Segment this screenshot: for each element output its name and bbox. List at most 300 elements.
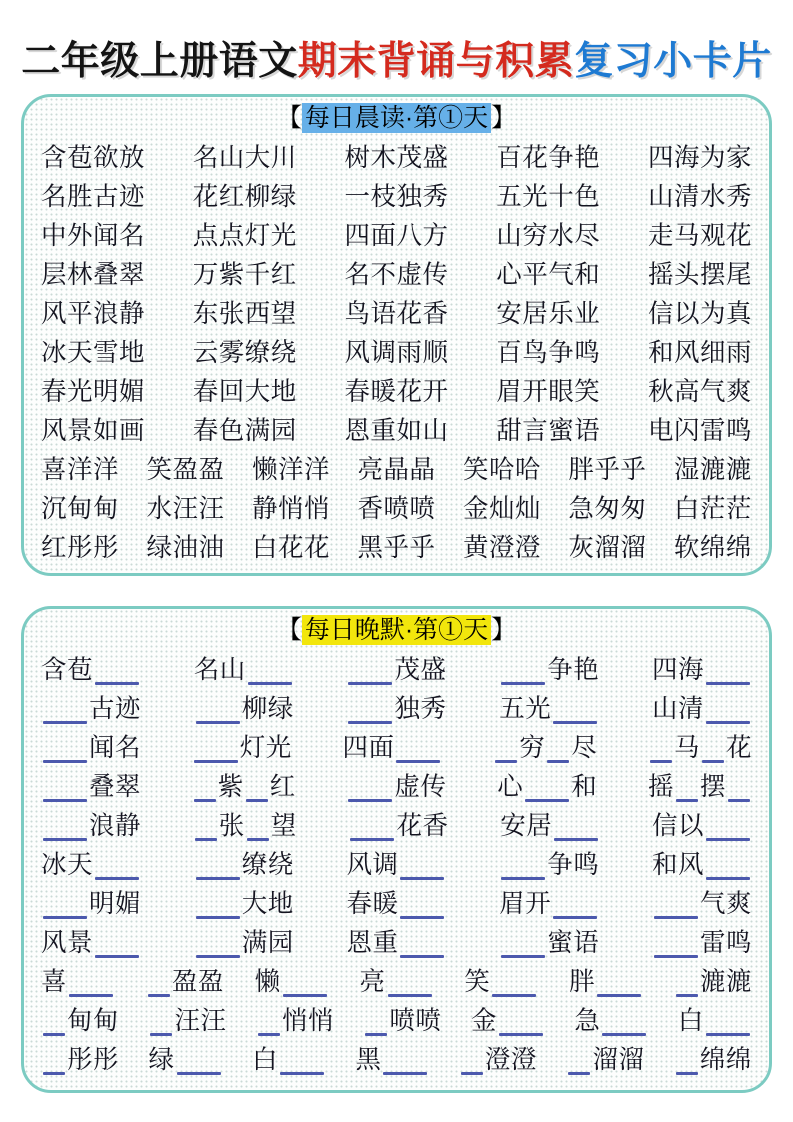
idiom — [344, 372, 448, 408]
fill-blank-item — [499, 689, 599, 725]
word-text: 五光十色 — [496, 182, 601, 211]
word-text: 汪汪 — [174, 1006, 227, 1035]
answer-blank — [501, 682, 545, 685]
idiom — [648, 411, 752, 447]
word-text: 独秀 — [394, 694, 447, 723]
word-text: 鸟语花香 — [344, 299, 449, 328]
fill-blank-item — [148, 1001, 226, 1037]
idiom — [193, 411, 297, 447]
idiom — [496, 177, 600, 213]
word-row — [41, 526, 752, 565]
word-text: 名不虚传 — [344, 260, 449, 289]
idiom — [344, 138, 448, 174]
idiom — [496, 216, 600, 252]
fill-blank-item — [346, 689, 446, 725]
idiom — [41, 528, 119, 564]
fill-blank-item — [192, 767, 296, 803]
word-text: 安居乐业 — [496, 299, 601, 328]
answer-blank — [43, 1033, 65, 1036]
idiom — [648, 177, 752, 213]
word-text: 柳绿 — [241, 694, 294, 723]
answer-blank — [547, 760, 569, 763]
answer-blank — [194, 799, 216, 802]
word-text: 花 — [725, 733, 752, 762]
fill-blank-item — [194, 923, 294, 959]
answer-blank — [247, 838, 269, 841]
word-text: 走马观花 — [647, 221, 752, 250]
answer-blank — [706, 1033, 750, 1036]
title-part: 复习小卡片 — [574, 40, 772, 83]
word-text: 水汪汪 — [146, 494, 225, 523]
idiom — [568, 450, 646, 486]
word-text: 茂盛 — [394, 655, 447, 684]
word-text: 绵绵 — [699, 1045, 752, 1074]
word-text: 雷鸣 — [699, 928, 752, 957]
idiom — [252, 450, 330, 486]
idiom — [648, 294, 752, 330]
idiom — [41, 294, 145, 330]
word-text: 和风细雨 — [647, 338, 752, 367]
word-text: 红 — [269, 772, 296, 801]
fill-blank-item — [41, 962, 115, 998]
answer-blank — [654, 955, 698, 958]
fill-blank-item — [652, 923, 752, 959]
word-text: 尽 — [571, 733, 598, 762]
idiom — [496, 255, 600, 291]
idiom — [648, 216, 752, 252]
word-text: 云雾缭绕 — [192, 338, 297, 367]
word-text: 黑乎乎 — [357, 533, 436, 562]
word-text: 风调雨顺 — [344, 338, 449, 367]
word-text: 悄悄 — [281, 1006, 334, 1035]
word-row — [41, 487, 752, 526]
word-text: 胖乎乎 — [568, 455, 647, 484]
word-text: 黄澄澄 — [462, 533, 541, 562]
answer-blank — [676, 1072, 698, 1075]
idiom — [193, 294, 297, 330]
answer-blank — [495, 760, 517, 763]
word-text: 气爽 — [699, 889, 752, 918]
idiom — [41, 489, 119, 525]
word-row — [41, 921, 752, 960]
answer-blank — [43, 721, 87, 724]
answer-blank — [43, 760, 87, 763]
word-text: 静悄悄 — [251, 494, 330, 523]
word-text: 张 — [218, 811, 245, 840]
word-text: 白茫茫 — [673, 494, 752, 523]
answer-blank — [350, 838, 394, 841]
answer-blank — [196, 916, 240, 919]
answer-blank — [396, 760, 440, 763]
word-row — [41, 999, 752, 1038]
answer-blank — [728, 799, 750, 802]
word-text: 春光明媚 — [41, 377, 146, 406]
word-text: 百花争艳 — [496, 143, 601, 172]
bracket-close: 】 — [491, 616, 517, 644]
answer-blank — [258, 1033, 280, 1036]
word-text: 喜 — [41, 967, 68, 996]
fill-blank-item — [652, 806, 752, 842]
word-text: 亮晶晶 — [357, 455, 436, 484]
word-text: 风平浪静 — [41, 299, 146, 328]
idiom — [674, 489, 752, 525]
word-text: 恩重如山 — [344, 416, 449, 445]
word-text: 白 — [251, 1045, 278, 1074]
idiom — [344, 255, 448, 291]
fill-blank-item — [499, 884, 599, 920]
answer-blank — [706, 721, 750, 724]
idiom — [648, 138, 752, 174]
word-row — [41, 648, 752, 687]
fill-blank-item — [41, 884, 141, 920]
evening-header-text: 每日晚默·第①天 — [302, 615, 491, 645]
word-text: 白 — [677, 1006, 704, 1035]
fill-blank-item — [41, 806, 141, 842]
fill-blank-item — [355, 1040, 429, 1076]
word-text: 恩重 — [346, 928, 399, 957]
word-text: 急匆匆 — [568, 494, 647, 523]
word-text: 浪静 — [89, 811, 142, 840]
word-text: 望 — [270, 811, 297, 840]
fill-blank-item — [363, 1001, 441, 1037]
answer-blank — [43, 838, 87, 841]
fill-blank-item — [652, 650, 752, 686]
idiom — [463, 528, 541, 564]
word-text: 花红柳绿 — [192, 182, 297, 211]
word-text: 喷喷 — [389, 1006, 442, 1035]
answer-blank — [553, 721, 597, 724]
idiom — [496, 333, 600, 369]
word-text: 含苞欲放 — [41, 143, 146, 172]
answer-blank — [492, 994, 536, 997]
word-text: 东张西望 — [192, 299, 297, 328]
word-text: 春色满园 — [192, 416, 297, 445]
word-text: 笑盈盈 — [146, 455, 225, 484]
idiom — [344, 216, 448, 252]
idiom — [357, 450, 435, 486]
word-text: 层林叠翠 — [41, 260, 146, 289]
idiom — [41, 177, 145, 213]
word-text: 懒 — [254, 967, 281, 996]
word-text: 彤彤 — [67, 1045, 120, 1074]
answer-blank — [194, 760, 238, 763]
word-text: 急 — [574, 1006, 601, 1035]
word-text: 绿油油 — [146, 533, 225, 562]
answer-blank — [568, 1072, 590, 1075]
word-text: 眉开 — [499, 889, 552, 918]
answer-blank — [602, 1033, 646, 1036]
answer-blank — [196, 955, 240, 958]
fill-blank-item — [500, 806, 600, 842]
idiom — [193, 177, 297, 213]
word-text: 电闪雷鸣 — [647, 416, 752, 445]
word-text: 中外闻名 — [41, 221, 146, 250]
word-text: 澄澄 — [484, 1045, 537, 1074]
fill-blank-item — [192, 728, 292, 764]
word-text: 和 — [571, 772, 598, 801]
word-text: 摇 — [647, 772, 674, 801]
morning-card-header — [41, 102, 752, 136]
answer-blank — [150, 1033, 172, 1036]
word-row — [41, 409, 752, 448]
word-text: 甜言蜜语 — [496, 416, 601, 445]
idiom — [357, 489, 435, 525]
fill-blank-item — [674, 1040, 752, 1076]
word-text: 甸甸 — [67, 1006, 120, 1035]
idiom — [193, 138, 297, 174]
fill-blank-item — [194, 650, 294, 686]
fill-blank-item — [648, 767, 752, 803]
word-text: 树木茂盛 — [344, 143, 449, 172]
fill-blank-item — [499, 923, 599, 959]
word-text: 古迹 — [89, 694, 142, 723]
fill-blank-item — [493, 728, 597, 764]
answer-blank — [676, 994, 698, 997]
word-text: 喜洋洋 — [41, 455, 120, 484]
fill-blank-item — [346, 650, 446, 686]
word-text: 争艳 — [547, 655, 600, 684]
answer-blank — [348, 799, 392, 802]
word-text: 名胜古迹 — [41, 182, 146, 211]
idiom — [193, 333, 297, 369]
fill-blank-item — [674, 962, 752, 998]
word-row — [41, 960, 752, 999]
answer-blank — [400, 916, 444, 919]
word-text: 摆 — [699, 772, 726, 801]
idiom — [344, 411, 448, 447]
word-row — [41, 370, 752, 409]
fill-blank-item — [41, 650, 141, 686]
word-text: 闻名 — [89, 733, 142, 762]
fill-blank-item — [194, 884, 294, 920]
word-text: 五光 — [499, 694, 552, 723]
word-text: 冰天雪地 — [41, 338, 146, 367]
bracket-open: 【 — [276, 616, 302, 644]
word-text: 溜溜 — [592, 1045, 645, 1074]
word-text: 点点灯光 — [192, 221, 297, 250]
title-part: 二年级上册语文 — [21, 40, 298, 83]
fill-blank-item — [255, 962, 329, 998]
fill-blank-item — [648, 728, 752, 764]
word-text: 四面八方 — [344, 221, 449, 250]
answer-blank — [461, 1072, 483, 1075]
idiom — [41, 333, 145, 369]
word-text: 金 — [470, 1006, 497, 1035]
answer-blank — [280, 1072, 324, 1075]
word-row — [41, 331, 752, 370]
word-row — [41, 687, 752, 726]
fill-blank-item — [41, 767, 141, 803]
idiom — [344, 294, 448, 330]
word-text: 叠翠 — [89, 772, 142, 801]
fill-blank-item — [574, 1001, 648, 1037]
idiom — [463, 450, 541, 486]
word-text: 满园 — [241, 928, 294, 957]
word-text: 含苞 — [41, 655, 94, 684]
word-text: 信以 — [651, 811, 704, 840]
word-text: 懒洋洋 — [251, 455, 330, 484]
fill-blank-item — [499, 650, 599, 686]
evening-fill-blank-rows — [41, 648, 752, 1077]
word-text: 风景如画 — [41, 416, 146, 445]
word-text: 红彤彤 — [41, 533, 120, 562]
word-text: 山清水秀 — [647, 182, 752, 211]
answer-blank — [248, 682, 292, 685]
word-text: 山清 — [651, 694, 704, 723]
answer-blank — [348, 682, 392, 685]
answer-blank — [195, 838, 217, 841]
word-text: 和风 — [651, 850, 704, 879]
word-text: 风景 — [41, 928, 94, 957]
fill-blank-item — [146, 962, 224, 998]
word-text: 一枝独秀 — [344, 182, 449, 211]
fill-blank-item — [569, 962, 643, 998]
word-text: 绿 — [148, 1045, 175, 1074]
answer-blank — [177, 1072, 221, 1075]
answer-blank — [388, 994, 432, 997]
word-row — [41, 292, 752, 331]
bracket-close: 】 — [491, 104, 517, 132]
idiom — [41, 450, 119, 486]
word-text: 四海为家 — [647, 143, 752, 172]
word-text: 金灿灿 — [462, 494, 541, 523]
fill-blank-item — [346, 845, 446, 881]
word-text: 胖 — [569, 967, 596, 996]
idiom — [41, 255, 145, 291]
idiom — [674, 528, 752, 564]
idiom — [41, 138, 145, 174]
fill-blank-item — [459, 1040, 537, 1076]
page-title — [0, 0, 793, 94]
fill-blank-item — [41, 845, 141, 881]
fill-blank-item — [652, 689, 752, 725]
idiom — [496, 294, 600, 330]
word-text: 争鸣 — [547, 850, 600, 879]
word-text: 白花花 — [251, 533, 330, 562]
fill-blank-item — [256, 1001, 334, 1037]
morning-reading-card — [21, 94, 772, 576]
fill-blank-item — [652, 845, 752, 881]
answer-blank — [400, 877, 444, 880]
answer-blank — [43, 916, 87, 919]
fill-blank-item — [678, 1001, 752, 1037]
answer-blank — [283, 994, 327, 997]
word-text: 明媚 — [89, 889, 142, 918]
idiom — [648, 333, 752, 369]
idiom — [648, 255, 752, 291]
answer-blank — [95, 682, 139, 685]
answer-blank — [702, 760, 724, 763]
idiom — [41, 411, 145, 447]
idiom — [648, 372, 752, 408]
idiom — [193, 372, 297, 408]
answer-blank — [554, 838, 598, 841]
word-row — [41, 175, 752, 214]
idiom — [41, 372, 145, 408]
answer-blank — [365, 1033, 387, 1036]
word-text: 秋高气爽 — [647, 377, 752, 406]
word-text: 湿漉漉 — [673, 455, 752, 484]
word-text: 眉开眼笑 — [496, 377, 601, 406]
word-text: 笑 — [464, 967, 491, 996]
fill-blank-item — [566, 1040, 644, 1076]
word-text: 灰溜溜 — [568, 533, 647, 562]
word-text: 沉甸甸 — [41, 494, 120, 523]
word-text: 四面 — [342, 733, 395, 762]
word-text: 缭绕 — [241, 850, 294, 879]
bracket-open: 【 — [276, 104, 302, 132]
word-text: 四海 — [651, 655, 704, 684]
idiom — [252, 489, 330, 525]
idiom — [146, 489, 224, 525]
answer-blank — [501, 955, 545, 958]
fill-blank-item — [41, 728, 141, 764]
idiom — [252, 528, 330, 564]
fill-blank-item — [41, 923, 141, 959]
morning-header-text: 每日晨读·第①天 — [302, 103, 491, 133]
answer-blank — [706, 838, 750, 841]
word-text: 心平气和 — [496, 260, 601, 289]
title-part: 期末背诵与积累 — [297, 40, 575, 83]
idiom — [496, 372, 600, 408]
fill-blank-item — [346, 923, 446, 959]
word-text: 春回大地 — [192, 377, 297, 406]
answer-blank — [553, 916, 597, 919]
answer-blank — [676, 799, 698, 802]
fill-blank-item — [41, 1040, 119, 1076]
word-text: 软绵绵 — [673, 533, 752, 562]
word-text: 漉漉 — [699, 967, 752, 996]
fill-blank-item — [41, 689, 141, 725]
fill-blank-item — [359, 962, 433, 998]
answer-blank — [246, 799, 268, 802]
answer-blank — [706, 877, 750, 880]
fill-blank-item — [194, 689, 294, 725]
word-row — [41, 253, 752, 292]
idiom — [496, 138, 600, 174]
word-text: 信以为真 — [647, 299, 752, 328]
word-text: 心 — [497, 772, 524, 801]
word-row — [41, 804, 752, 843]
word-text: 亮 — [359, 967, 386, 996]
idiom — [193, 255, 297, 291]
answer-blank — [525, 799, 569, 802]
word-text: 灯光 — [239, 733, 292, 762]
answer-blank — [43, 1072, 65, 1075]
word-row — [41, 136, 752, 175]
evening-dictation-card — [21, 606, 772, 1093]
answer-blank — [196, 877, 240, 880]
answer-blank — [95, 955, 139, 958]
idiom — [568, 489, 646, 525]
word-row — [41, 214, 752, 253]
idiom — [146, 450, 224, 486]
answer-blank — [400, 955, 444, 958]
word-text: 蜜语 — [547, 928, 600, 957]
word-text: 花香 — [396, 811, 449, 840]
answer-blank — [43, 799, 87, 802]
idiom — [496, 411, 600, 447]
word-text: 穷 — [519, 733, 546, 762]
answer-blank — [654, 916, 698, 919]
idiom — [344, 333, 448, 369]
word-text: 大地 — [241, 889, 294, 918]
fill-blank-item — [464, 962, 538, 998]
idiom — [463, 489, 541, 525]
word-text: 紫 — [217, 772, 244, 801]
word-text: 山穷水尽 — [496, 221, 601, 250]
fill-blank-item — [148, 1040, 222, 1076]
